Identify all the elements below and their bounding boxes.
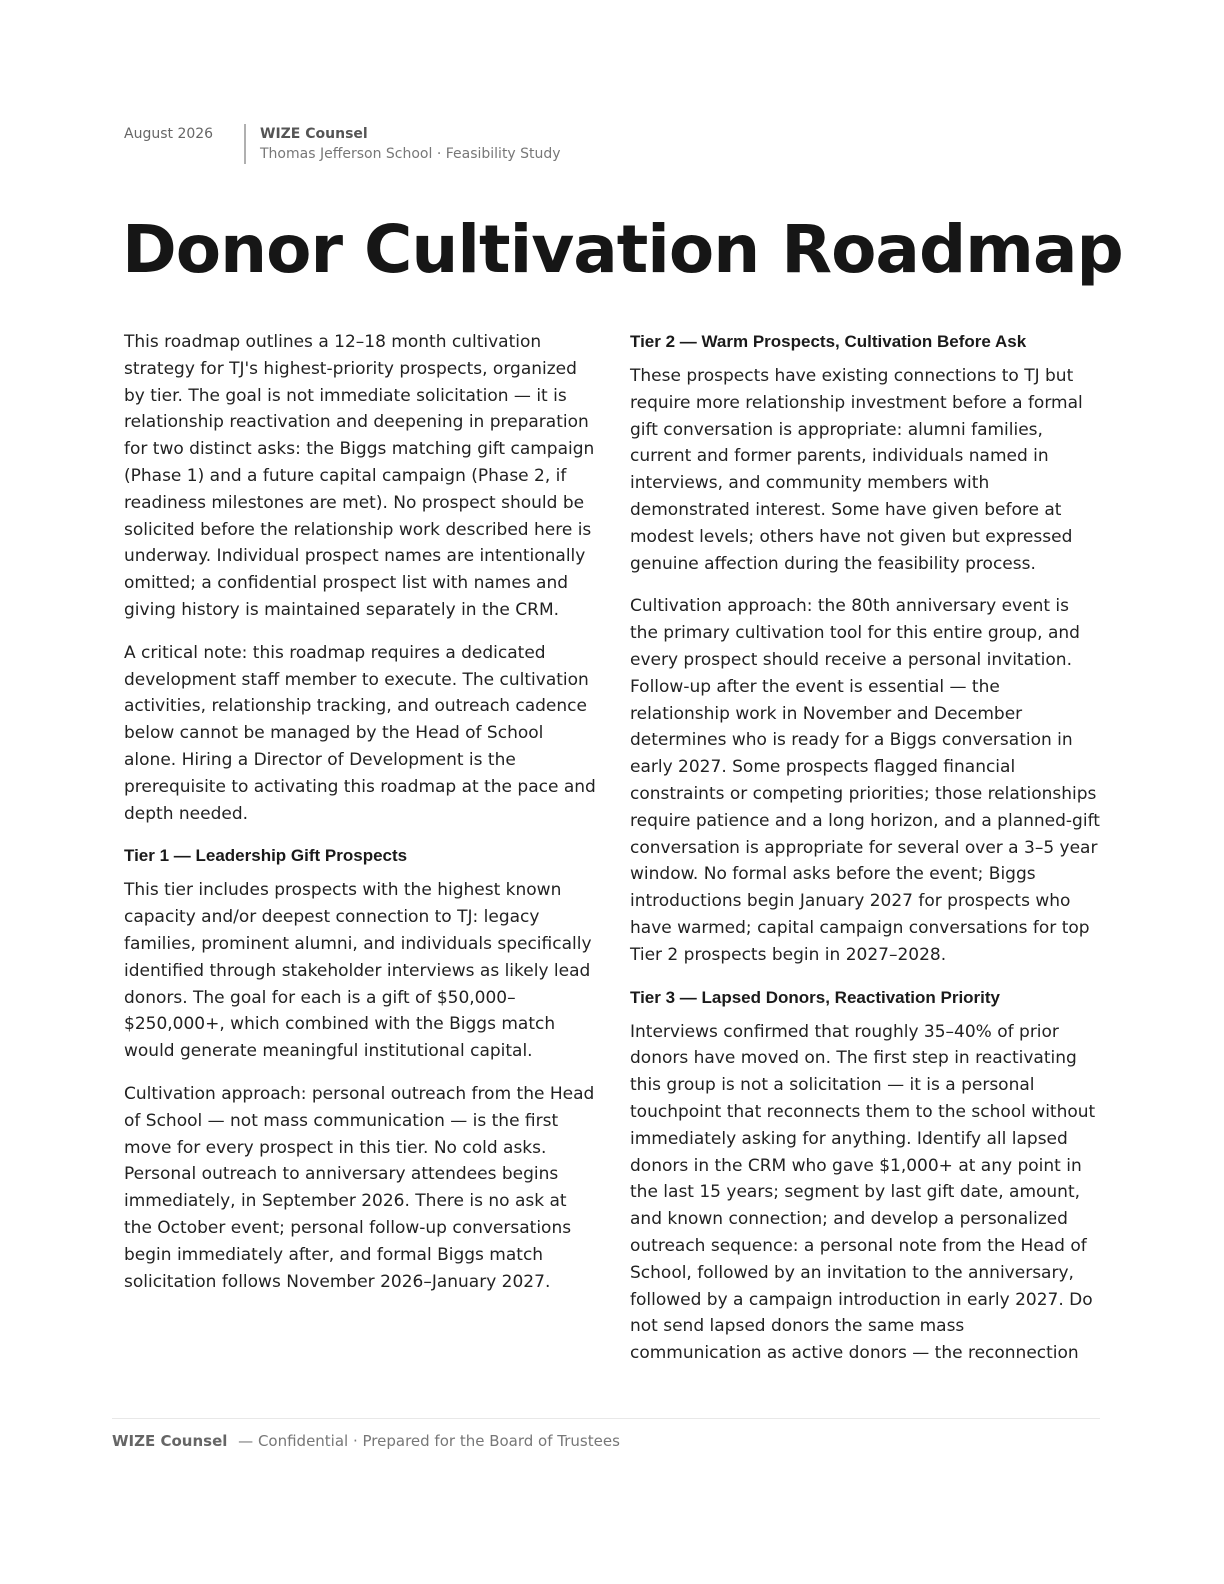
tier1-paragraph-2: Cultivation approach: personal outreach from the Head of School — not mass communication — is the first move for every prospect in this tier. No cold asks. Personal outreach to anniversary attendees begins immediately, in September 2026. There is no ask at the October event; personal follow-up conversations begin immediately after, and formal Biggs match solicitation follows November 2026–January 2027.	[124, 1083, 595, 1292]
tier2-heading: Tier 2 — Warm Prospects, Cultivation Before Ask	[630, 332, 1027, 351]
tier1-paragraph-1: This tier includes prospects with the highest known capacity and/or deepest connection to TJ: legacy families, prominent alumni, and individuals specifically identified through stakeholder interviews as likely lead donors. The goal for each is a gift of $50,000–$250,000+, which combined with the Biggs match would generate meaningful institutional capital.	[124, 880, 592, 1062]
tier2-paragraph-2: Cultivation approach: the 80th anniversary event is the primary cultivation tool for this entire group, and every prospect should receive a personal invitation. Follow-up after the event is essential — the relationship work in November and December determines who is ready for a Biggs conversation in early 2027. Some prospects flagged financial constraints or competing priorities; those relationships require patience and a long horizon, and a planned-gift conversation is appropriate for several over a 3–5 year window. No formal asks before the event; Biggs introductions begin January 2027 for prospects who have warmed; capital campaign conversations for top Tier 2 prospects begin in 2027–2028.	[630, 596, 1100, 965]
footer-brand: WIZE Counsel	[112, 1432, 228, 1450]
tier1-heading: Tier 1 — Leadership Gift Prospects	[124, 846, 408, 866]
report-date: August 2026	[124, 126, 214, 142]
left-column	[124, 329, 596, 1311]
tier3-paragraph-1: Interviews confirmed that roughly 35–40% of prior donors have moved on. The first step in reactivating this group is not a solicitation — it is a personal touchpoint that reconnects them to the school without immediately asking for anything. Identify all lapsed donors in the CRM who gave $1,000+ at any point in the last 15 years; segment by last gift date, amount, and known connection; and develop a personalized outreach sequence: a personal note from the Head of School, followed by an invitation to the anniversary, followed by a campaign introduction in early 2027. Do not send lapsed donors the same mass communication as active donors — the reconnection	[630, 1021, 1096, 1364]
footer-divider	[112, 1418, 1100, 1419]
right-column	[630, 329, 1100, 1383]
tier2-paragraph-1: These prospects have existing connections to TJ but require more relationship investment before a formal gift conversation is appropriate: alumni families, current and former parents, individuals named in interviews, and community members with demonstrated interest. Some have given before at modest levels; others have not given but expressed genuine affection during the feasibility process.	[630, 366, 1083, 574]
masthead-org	[260, 124, 561, 164]
footer-text: — Confidential · Prepared for the Board of Trustees	[238, 1432, 620, 1450]
masthead-divider	[244, 124, 246, 164]
tier3-heading: Tier 3 — Lapsed Donors, Reactivation Priority	[630, 987, 1001, 1007]
report-subtitle: Thomas Jefferson School · Feasibility Study	[260, 146, 561, 162]
masthead	[124, 124, 561, 164]
intro-paragraph-1: This roadmap outlines a 12–18 month cultivation strategy for TJ's highest-priority prospects, organized by tier. The goal is not immediate solicitation — it is relationship reactivation and deepening in preparation for two distinct asks: the Biggs matching gift campaign (Phase 1) and a future capital campaign (Phase 2, if readiness milestones are met). No prospect should be solicited before the relationship work described here is underway. Individual prospect names are intentionally omitted; a confidential prospect list with names and giving history is maintained separately in the CRM.	[124, 332, 595, 620]
brand-name: WIZE Counsel	[260, 126, 368, 142]
intro-paragraph-2: A critical note: this roadmap requires a dedicated development staff member to execute. The cultivation activities, relationship tracking, and outreach cadence below cannot be managed by the Head of School alone. Hiring a Director of Development is the prerequisite to activating this roadmap at the pace and depth needed.	[124, 642, 596, 824]
page-title: Donor Cultivation Roadmap	[122, 211, 1123, 288]
page-footer	[112, 1432, 620, 1450]
